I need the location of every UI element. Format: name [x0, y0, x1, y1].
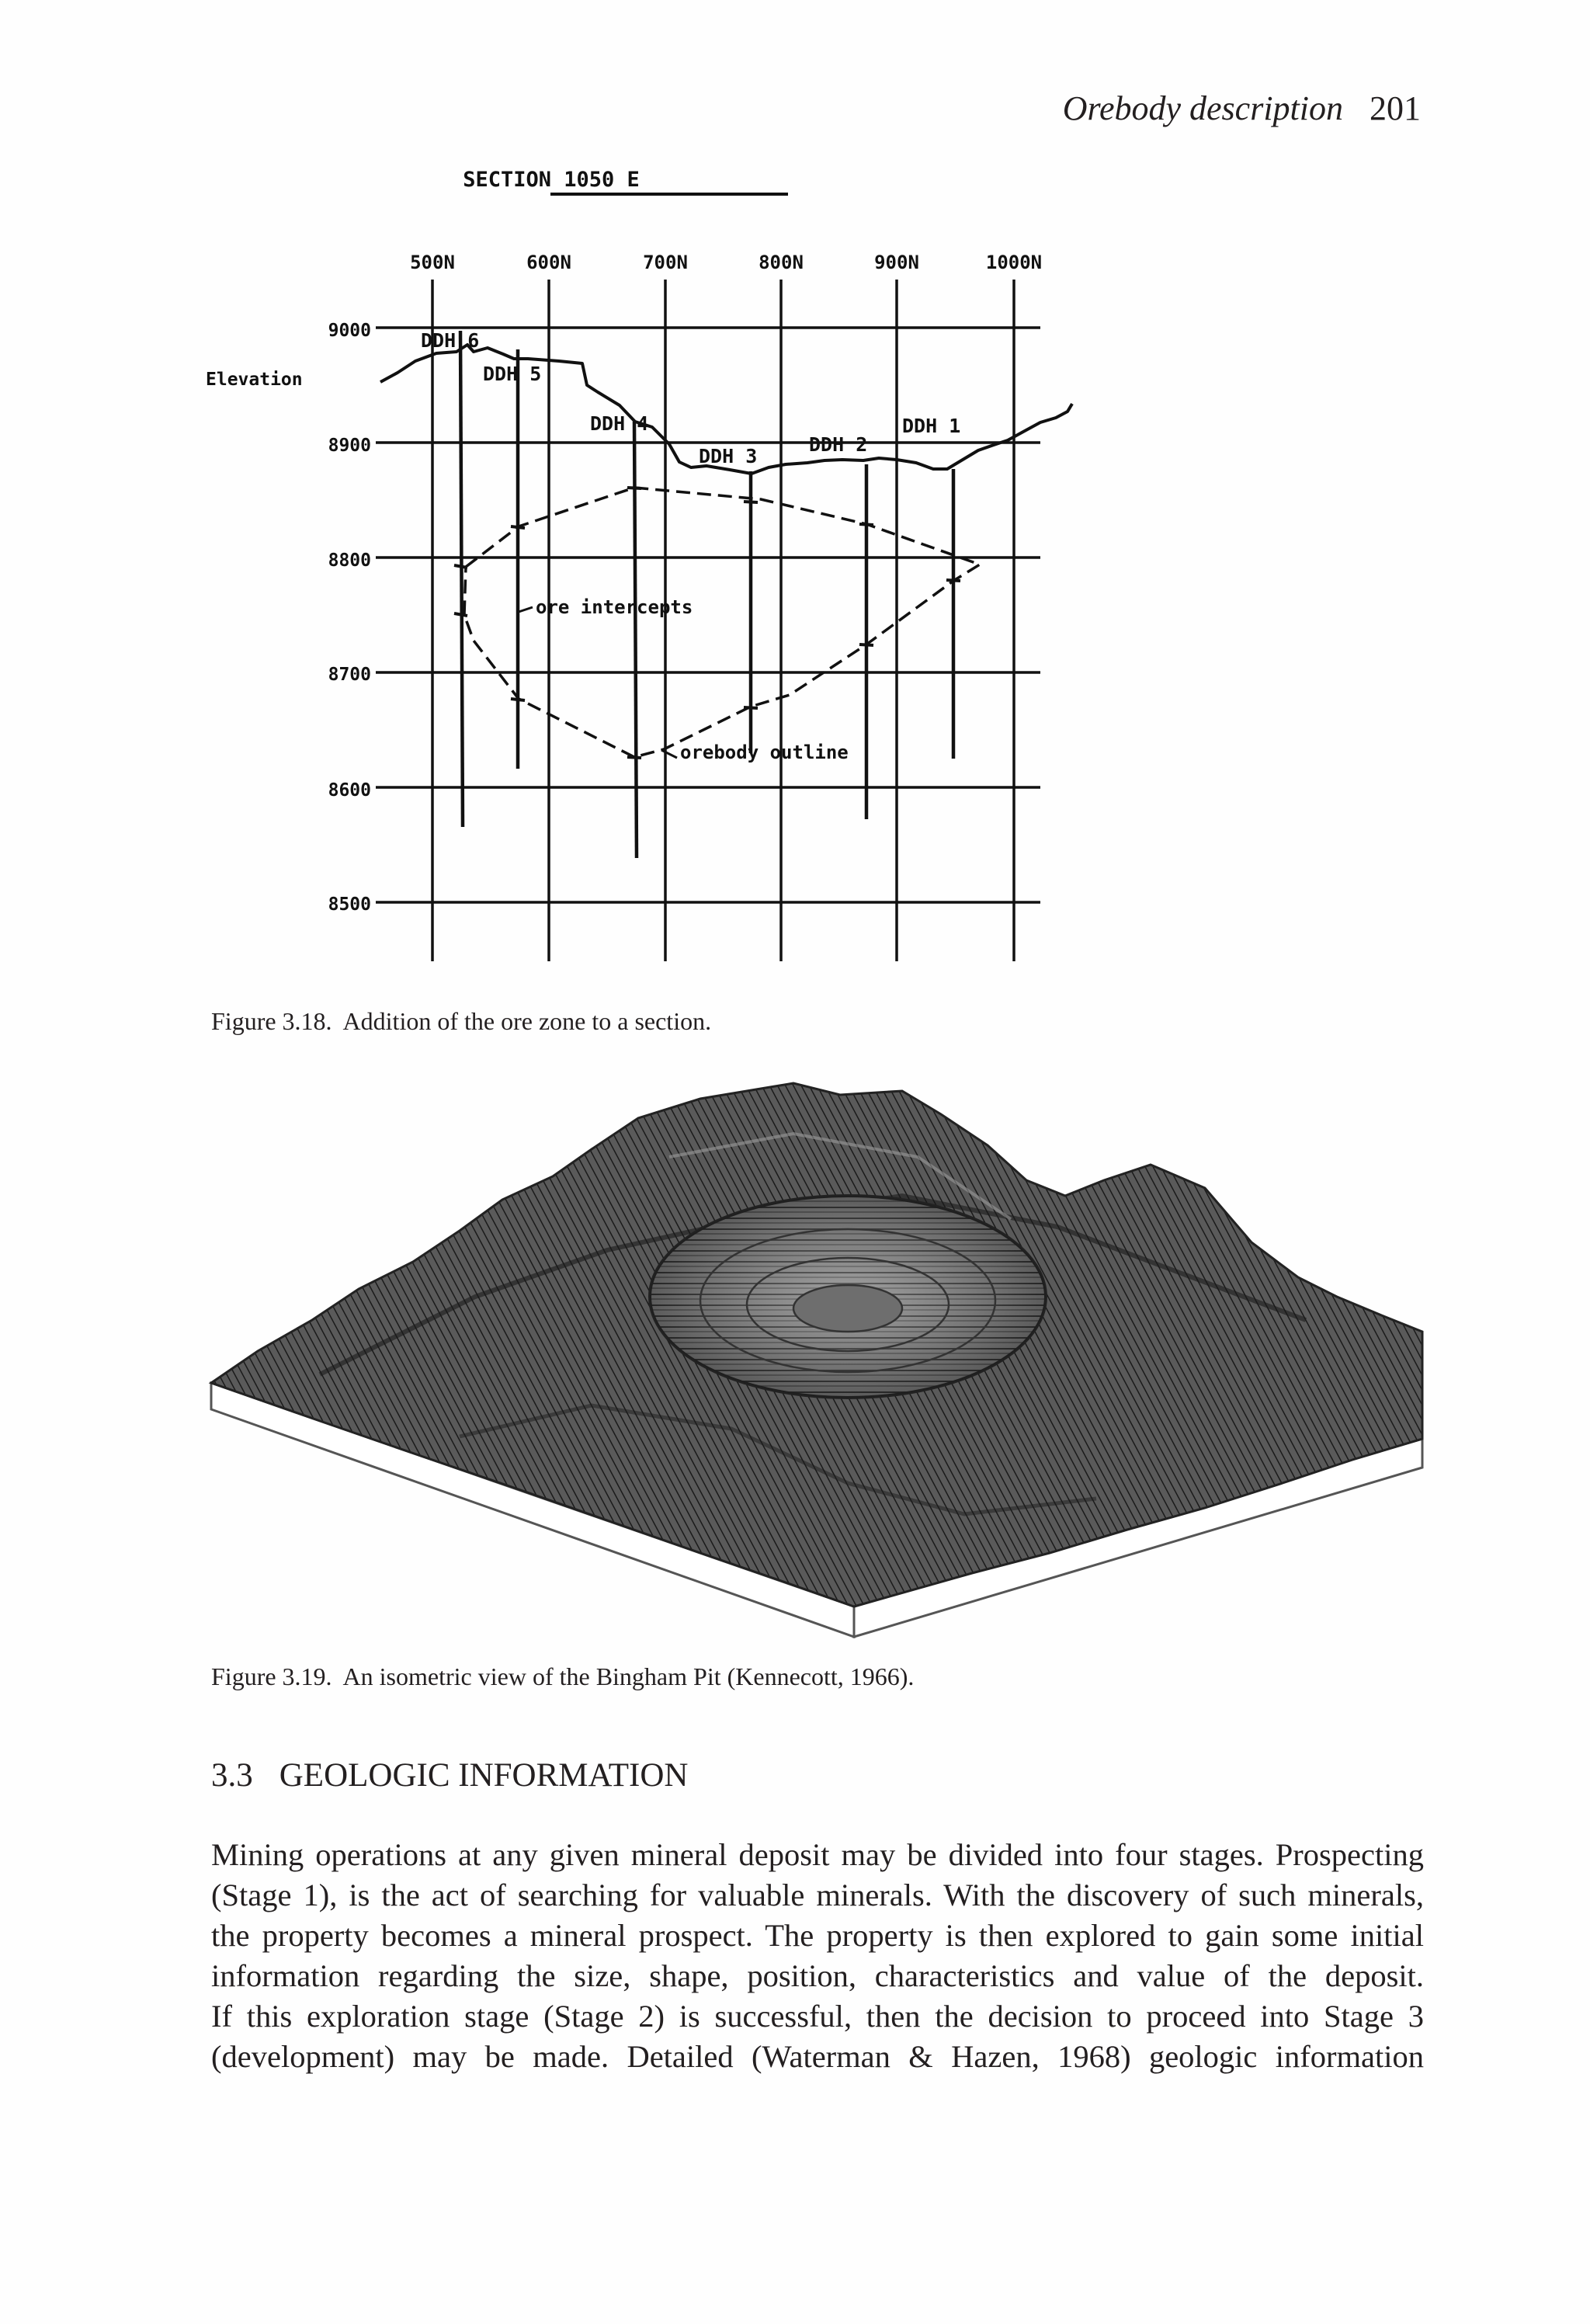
section-number: 3.3 [211, 1757, 253, 1794]
ore-intercepts-leader [519, 607, 533, 612]
section-title: SECTION 1050 E [463, 168, 640, 192]
elevation-axis-label: Elevation [206, 370, 303, 390]
figure-3-19-isometric-pit-view [203, 1064, 1446, 1638]
running-head-title: Orebody description [1062, 89, 1343, 127]
intercept-mark [859, 644, 873, 645]
isometric-pit-svg [203, 1064, 1446, 1638]
elevation-gridlines [376, 328, 1040, 902]
drill-hole-label: DDH 3 [699, 445, 758, 467]
intercept-mark [859, 524, 873, 525]
drill-hole-label: DDH 2 [809, 433, 868, 456]
section-diagram-svg [194, 155, 1095, 978]
paragraph-line: If this exploration stage (Stage 2) is successful, then the decision to proceed into Stage 3 [211, 1999, 1424, 2034]
section-title: GEOLOGIC INFORMATION [279, 1757, 689, 1794]
figure-3-19-caption [211, 1662, 914, 1691]
figure-3-19-caption-label: Figure 3.19. [211, 1662, 332, 1690]
northing-label: 1000N [985, 252, 1043, 273]
drill-hole-label: DDH 4 [590, 412, 649, 435]
northing-label: 700N [643, 252, 688, 273]
drill-hole-label: DDH 1 [902, 415, 961, 437]
elevation-tick-label: 9000 [328, 321, 371, 341]
elevation-tick-label: 8800 [328, 551, 371, 571]
intercept-mark [744, 707, 758, 708]
drill-hole-label: DDH 5 [483, 363, 542, 385]
section-heading [211, 1756, 688, 1794]
intercept-mark [946, 580, 960, 581]
figure-3-19-caption-text: An isometric view of the Bingham Pit (Kennecott, 1966). [342, 1662, 915, 1690]
northing-label: 600N [526, 252, 571, 273]
northing-label: 900N [874, 252, 919, 273]
northing-label: 800N [759, 252, 804, 273]
orebody-outline [464, 488, 980, 757]
elevation-tick-label: 8700 [328, 665, 371, 685]
intercept-mark [511, 699, 525, 700]
drill-hole-label: DDH 6 [421, 329, 480, 352]
paragraph-line: the property becomes a mineral prospect. The property is then explored to gain some initial [211, 1918, 1424, 1953]
orebody-outline-leader [661, 750, 677, 758]
orebody-outline-label: orebody outline [680, 742, 849, 763]
drill-hole-ddh6 [460, 331, 463, 827]
ore-intercepts-label: ore intercepts [536, 596, 693, 618]
elevation-tick-label: 8900 [328, 436, 371, 456]
body-paragraph [211, 1835, 1424, 2077]
running-head [1062, 89, 1421, 127]
northing-label: 500N [410, 252, 455, 273]
figure-3-18-section-diagram [194, 155, 1095, 978]
paragraph-line: (development) may be made. Detailed (Waterman & Hazen, 1968) geologic information [211, 2039, 1424, 2074]
elevation-tick-label: 8500 [328, 895, 371, 915]
paragraph-line: Mining operations at any given mineral deposit may be divided into four stages. Prospecting [211, 1837, 1424, 1872]
figure-3-18-caption-text: Addition of the ore zone to a section. [342, 1007, 712, 1035]
ore-intercept-marks [454, 488, 960, 758]
paragraph-line: information regarding the size, shape, position, characteristics and value of the deposit. [211, 1958, 1424, 1993]
paragraph-line: (Stage 1), is the act of searching for valuable minerals. With the discovery of such minerals, [211, 1878, 1424, 1912]
figure-3-18-caption-label: Figure 3.18. [211, 1007, 332, 1035]
page-number: 201 [1370, 89, 1421, 127]
figure-3-18-caption [211, 1006, 711, 1036]
drill-holes [460, 331, 953, 858]
pit-bottom [793, 1285, 902, 1332]
intercept-mark [627, 757, 641, 758]
elevation-tick-label: 8600 [328, 780, 371, 801]
intercept-mark [511, 526, 525, 528]
